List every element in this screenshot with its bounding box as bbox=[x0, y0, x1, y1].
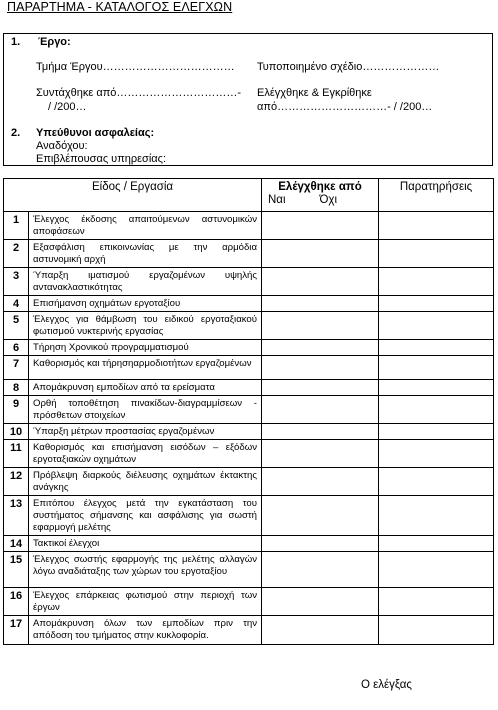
table-row bbox=[4, 268, 494, 296]
table-row bbox=[4, 616, 494, 645]
row-remarks-cell[interactable] bbox=[379, 268, 494, 296]
row-checked-cell[interactable] bbox=[262, 356, 379, 380]
row-number: 10 bbox=[4, 424, 29, 440]
row-number: 15 bbox=[4, 552, 29, 588]
row-item-text: Έλεγχος επάρκειας φωτισμού στην περιοχή των έργων bbox=[29, 588, 262, 616]
row-item-text: Πρόβλεψη διαρκούς διέλευσης οχημάτων έκτακτης ανάγκης bbox=[29, 468, 262, 496]
table-row bbox=[4, 380, 494, 396]
document-title: ΠΑΡΑΡΤΗΜΑ - ΚΑΤΑΛΟΓΟΣ ΕΛΕΓΧΩΝ bbox=[7, 0, 233, 14]
table-row bbox=[4, 440, 494, 468]
row-item-text: Έλεγχος για θάμβωση του ειδικού εργοταξιακού φωτισμού νυκτερινής εργασίας bbox=[29, 312, 262, 340]
compiled-date-field: / /200… bbox=[48, 101, 87, 113]
signature-label: Ο ελέγξας bbox=[361, 679, 412, 691]
table-row bbox=[4, 296, 494, 312]
project-info-box bbox=[3, 33, 493, 166]
table-row bbox=[4, 588, 494, 616]
row-item-text: Έλεγχος σωστής εφαρμογής της μελέτης αλλαγών λόγω αναδιάταξης των χώρων του εργοταξίου bbox=[29, 552, 262, 588]
row-checked-cell[interactable] bbox=[262, 588, 379, 616]
row-checked-cell[interactable] bbox=[262, 536, 379, 552]
approved-by-label: Ελέγχθηκε & Εγκρίθηκε bbox=[257, 87, 372, 99]
row-number: 6 bbox=[4, 340, 29, 356]
row-number: 1 bbox=[4, 212, 29, 240]
row-checked-cell[interactable] bbox=[262, 268, 379, 296]
project-label: Έργο: bbox=[38, 36, 71, 48]
row-checked-cell[interactable] bbox=[262, 312, 379, 340]
row-remarks-cell[interactable] bbox=[379, 440, 494, 468]
row-item-text: Τήρηση Χρονικού προγραμματισμού bbox=[29, 340, 262, 356]
table-row bbox=[4, 356, 494, 380]
row-number: 2 bbox=[4, 240, 29, 268]
row-remarks-cell[interactable] bbox=[379, 616, 494, 645]
row-remarks-cell[interactable] bbox=[379, 212, 494, 240]
table-header-row bbox=[4, 179, 494, 212]
row-item-text: Έλεγχος έκδοσης απαιτούμενων αστυνομικών αποφάσεων bbox=[29, 212, 262, 240]
row-item-text: Ύπαρξη ιματισμού εργαζομένων υψηλής αντανακλαστικότητας bbox=[29, 268, 262, 296]
checklist-table bbox=[3, 178, 494, 645]
row-checked-cell[interactable] bbox=[262, 424, 379, 440]
row-checked-cell[interactable] bbox=[262, 396, 379, 424]
row-number: 8 bbox=[4, 380, 29, 396]
row-number: 13 bbox=[4, 496, 29, 536]
row-remarks-cell[interactable] bbox=[379, 240, 494, 268]
responsible-label: Υπεύθυνοι ασφαλείας: bbox=[36, 127, 155, 139]
table-row bbox=[4, 468, 494, 496]
table-row bbox=[4, 312, 494, 340]
row-item-text: Τακτικοί έλεγχοι bbox=[29, 536, 262, 552]
responsible-number: 2. bbox=[11, 127, 21, 139]
table-row bbox=[4, 552, 494, 588]
row-number: 11 bbox=[4, 440, 29, 468]
compiled-by-field: Συντάχθηκε από……………………………- bbox=[36, 87, 242, 99]
col-yes-label: Ναι bbox=[268, 194, 286, 206]
row-remarks-cell[interactable] bbox=[379, 536, 494, 552]
row-item-text: Επιτόπου έλεγχος μετά την εγκατάσταση του συστήματος σήμανσης και ασφάλισης για σωστή εφαρμογή μελέτης bbox=[29, 496, 262, 536]
row-remarks-cell[interactable] bbox=[379, 296, 494, 312]
table-row bbox=[4, 396, 494, 424]
row-number: 16 bbox=[4, 588, 29, 616]
row-remarks-cell[interactable] bbox=[379, 424, 494, 440]
row-item-text: Απομάκρυνση εμποδίων από τα ερείσματα bbox=[29, 380, 262, 396]
row-remarks-cell[interactable] bbox=[379, 312, 494, 340]
row-item-text: Επισήμανση οχημάτων εργοταξίου bbox=[29, 296, 262, 312]
table-row bbox=[4, 340, 494, 356]
contractor-field: Αναδόχου: bbox=[36, 140, 88, 152]
row-number: 4 bbox=[4, 296, 29, 312]
row-remarks-cell[interactable] bbox=[379, 588, 494, 616]
row-remarks-cell[interactable] bbox=[379, 356, 494, 380]
row-number: 17 bbox=[4, 616, 29, 645]
table-row bbox=[4, 496, 494, 536]
table-row bbox=[4, 240, 494, 268]
row-checked-cell[interactable] bbox=[262, 552, 379, 588]
row-number: 14 bbox=[4, 536, 29, 552]
supervisor-field: Επιβλέπουσας υπηρεσίας: bbox=[36, 153, 167, 165]
row-remarks-cell[interactable] bbox=[379, 340, 494, 356]
table-row bbox=[4, 536, 494, 552]
row-item-text: Ορθή τοποθέτηση πινακίδων-διαγραμμίσεων - πρόσθετων στοιχείων bbox=[29, 396, 262, 424]
department-field: Τμήμα Έργου……………………………… bbox=[36, 61, 235, 73]
row-number: 5 bbox=[4, 312, 29, 340]
row-remarks-cell[interactable] bbox=[379, 468, 494, 496]
row-checked-cell[interactable] bbox=[262, 340, 379, 356]
col-no-label: Όχι bbox=[319, 194, 338, 206]
approved-by-field: από…………………………- / /200… bbox=[257, 101, 433, 113]
row-item-text: Απομάκρυνση όλων των εμποδίων πριν την απόδοση του τμήματος στην κυκλοφορία. bbox=[29, 616, 262, 645]
row-remarks-cell[interactable] bbox=[379, 496, 494, 536]
col-checked-label: Ελέγχθηκε από bbox=[278, 181, 362, 193]
row-item-text: Ύπαρξη μέτρων προστασίας εργαζομένων bbox=[29, 424, 262, 440]
row-remarks-cell[interactable] bbox=[379, 380, 494, 396]
row-checked-cell[interactable] bbox=[262, 240, 379, 268]
row-number: 7 bbox=[4, 356, 29, 380]
row-checked-cell[interactable] bbox=[262, 380, 379, 396]
row-number: 3 bbox=[4, 268, 29, 296]
row-checked-cell[interactable] bbox=[262, 616, 379, 645]
row-item-text: Εξασφάλιση επικοινωνίας με την αρμόδια αστυνομική αρχή bbox=[29, 240, 262, 268]
table-row bbox=[4, 212, 494, 240]
row-checked-cell[interactable] bbox=[262, 440, 379, 468]
project-number: 1. bbox=[11, 36, 21, 48]
row-item-text: Καθορισμός και τήρησηαρμοδιοτήτων εργαζομένων bbox=[29, 356, 262, 380]
col-checked-header bbox=[262, 179, 379, 212]
row-item-text: Καθορισμός και επισήμανση εισόδων – εξόδων εργοταξιακών οχημάτων bbox=[29, 440, 262, 468]
row-number: 9 bbox=[4, 396, 29, 424]
col-remarks-header: Παρατηρήσεις bbox=[379, 179, 494, 212]
row-checked-cell[interactable] bbox=[262, 296, 379, 312]
row-remarks-cell[interactable] bbox=[379, 552, 494, 588]
table-row bbox=[4, 424, 494, 440]
row-checked-cell[interactable] bbox=[262, 496, 379, 536]
row-number: 12 bbox=[4, 468, 29, 496]
row-checked-cell[interactable] bbox=[262, 212, 379, 240]
row-checked-cell[interactable] bbox=[262, 468, 379, 496]
standard-plan-field: Τυποποιημένο σχέδιο………………… bbox=[257, 61, 440, 73]
col-item-header: Είδος / Εργασία bbox=[4, 179, 262, 212]
row-remarks-cell[interactable] bbox=[379, 396, 494, 424]
